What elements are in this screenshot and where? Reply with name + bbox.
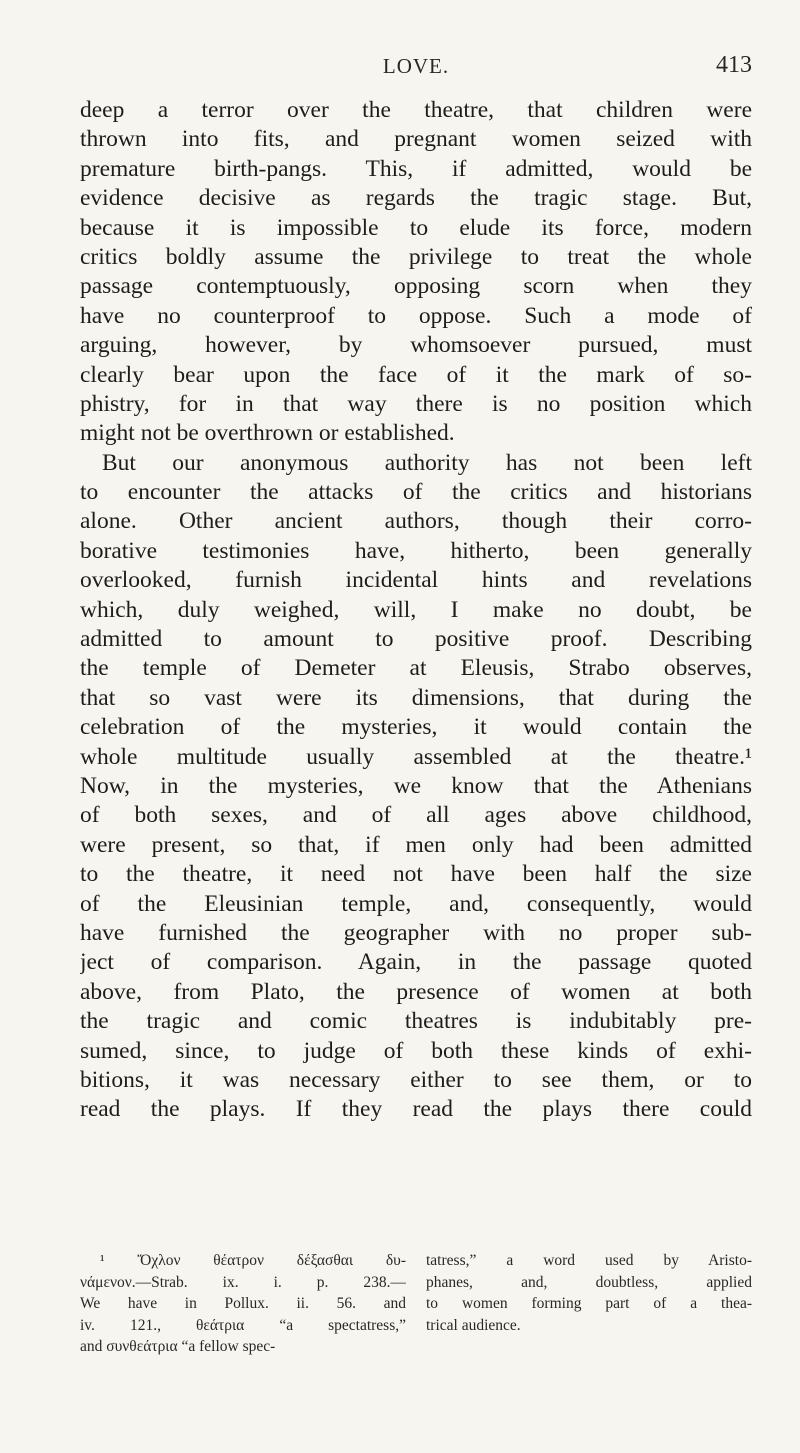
text-line: premature birth-pangs. This, if admitted, would be [80, 155, 752, 182]
footnote-line: and συνθεάτρια “a fellow spec- [80, 1338, 276, 1355]
text-line: have no counterproof to oppose. Such a mode of [80, 302, 752, 329]
text-line: passage contemptuously, opposing scorn when they [80, 273, 752, 300]
text-line: arguing, however, by whomsoever pursued, must [80, 332, 752, 359]
text-line: that so vast were its dimensions, that during the [80, 684, 752, 711]
text-line: borative testimonies have, hitherto, been generally [80, 537, 752, 564]
footnote-line: trical audience. [426, 1316, 521, 1334]
text-line: evidence decisive as regards the tragic stage. But, [80, 185, 752, 212]
text-line: alone. Other ancient authors, though their corro- [80, 508, 752, 535]
footnote-line: We have in Pollux. ii. 56. and [80, 1295, 406, 1312]
footnote-line: to women forming part of a thea- [426, 1295, 752, 1312]
text-line: above, from Plato, the presence of women at both [80, 978, 752, 1005]
page-header [80, 50, 752, 86]
text-line: thrown into fits, and pregnant women seized with [80, 126, 752, 153]
text-line: whole multitude usually assembled at the theatre.¹ [80, 743, 752, 770]
text-line: deep a terror over the theatre, that children were [80, 97, 752, 123]
text-line: have furnished the geographer with no proper sub- [80, 919, 752, 946]
text-line: to the theatre, it need not have been half the size [80, 861, 752, 888]
footnote-column-right [426, 1250, 752, 1358]
footnote-line: iv. 121., θεάτρια “a spectatress,” [80, 1316, 406, 1334]
text-line: the temple of Demeter at Eleusis, Strabo observes, [80, 655, 752, 682]
footnote-line: phanes, and, doubtless, applied [426, 1273, 752, 1291]
text-line: overlooked, furnish incidental hints and revelations [80, 567, 752, 594]
text-line: to encounter the attacks of the critics and historians [80, 479, 752, 506]
text-line: which, duly weighed, will, I make no doubt, be [80, 596, 752, 623]
text-line: of the Eleusinian temple, and, consequently, would [80, 890, 752, 917]
text-line: were present, so that, if men only had been admitted [80, 831, 752, 858]
text-line: admitted to amount to positive proof. Describing [80, 626, 752, 653]
text-line: the tragic and comic theatres is indubitably pre- [80, 1008, 752, 1035]
text-line: because it is impossible to elude its force, modern [80, 214, 752, 241]
footnote-line: tatress,” a word used by Aristo- [426, 1252, 752, 1269]
text-line: celebration of the mysteries, it would contain the [80, 714, 752, 741]
text-line: bitions, it was necessary either to see them, or to [80, 1066, 752, 1093]
text-line: But our anonymous authority has not been left [102, 449, 752, 476]
footnote-line: νάμενον.—Strab. ix. i. p. 238.— [80, 1273, 406, 1291]
text-line: phistry, for in that way there is no position which [80, 390, 752, 417]
footnote-column-left [80, 1250, 406, 1358]
body-text [80, 96, 752, 1125]
text-line: Now, in the mysteries, we know that the Athenians [80, 772, 752, 799]
footnotes [80, 1250, 752, 1358]
text-line: of both sexes, and of all ages above childhood, [80, 802, 752, 829]
text-line: ject of comparison. Again, in the passage quoted [80, 949, 752, 976]
page-number: 413 [716, 52, 752, 78]
text-line: sumed, since, to judge of both these kinds of exhi- [80, 1037, 752, 1064]
text-line: might not be overthrown or established. [80, 420, 455, 447]
footnote-line: ¹ Ὄχλον θέατρον δέξασθαι δυ- [100, 1252, 406, 1269]
text-line: critics boldly assume the privilege to treat the whole [80, 243, 752, 270]
running-head: LOVE. [382, 54, 450, 78]
text-line: read the plays. If they read the plays there could [80, 1096, 752, 1123]
text-line: clearly bear upon the face of it the mark of so- [80, 361, 752, 388]
